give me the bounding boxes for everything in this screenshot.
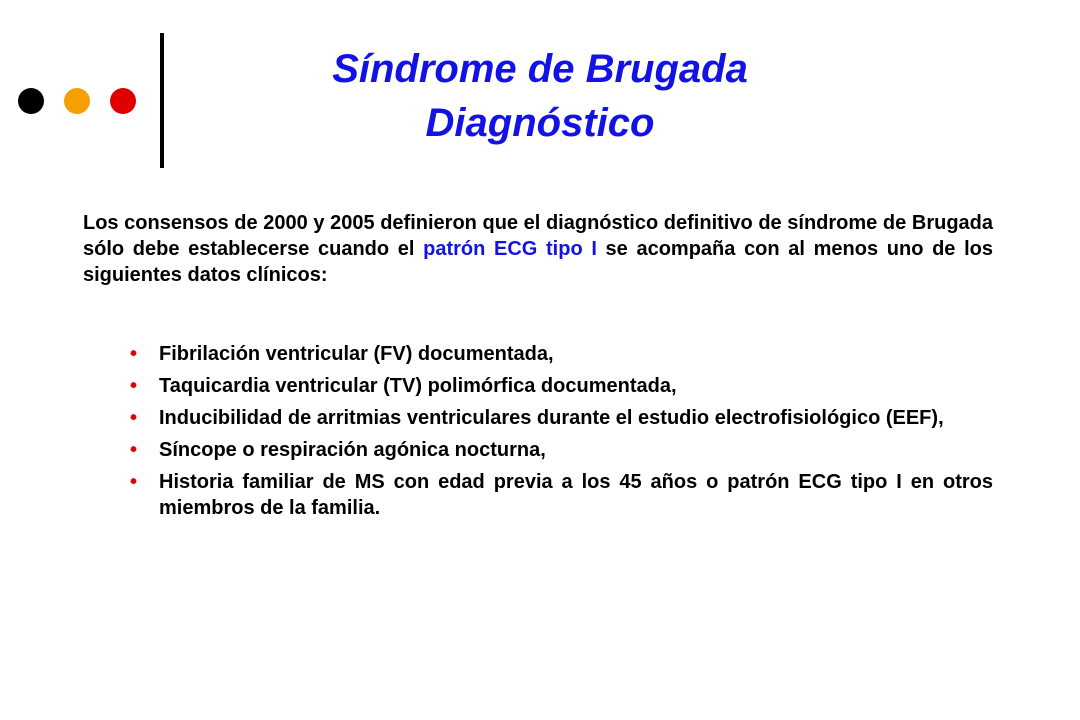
bullet-icon: • xyxy=(130,471,138,493)
black-dot xyxy=(18,88,44,114)
list-item-text: Fibrilación ventricular (FV) documentada, xyxy=(159,343,554,365)
list-item xyxy=(130,437,993,463)
list-item xyxy=(130,341,993,367)
bullet-icon: • xyxy=(130,407,138,429)
intro-text-before: Los consensos de 2000 y 2005 definieron que el diagnóstico definitivo de síndrome de Brugada sólo debe establecerse cuando el xyxy=(83,212,993,260)
list-item xyxy=(130,405,993,431)
list-item xyxy=(130,373,993,399)
list-item-text: Historia familiar de MS con edad previa a los 45 años o patrón ECG tipo I en otros miembros de la familia. xyxy=(159,471,993,519)
bullet-icon: • xyxy=(130,375,138,397)
title-line-2: Diagnóstico xyxy=(425,101,655,145)
vertical-divider xyxy=(160,33,164,168)
list-item-text: Síncope o respiración agónica nocturna, xyxy=(159,439,546,461)
intro-paragraph xyxy=(83,210,993,288)
title-line-1: Síndrome de Brugada xyxy=(332,47,748,91)
red-dot xyxy=(110,88,136,114)
list-item-text: Inducibilidad de arritmias ventriculares durante el estudio electrofisiológico (EEF), xyxy=(159,407,944,429)
list-item-text: Taquicardia ventricular (TV) polimórfica documentada, xyxy=(159,375,677,397)
bullet-icon: • xyxy=(130,439,138,461)
intro-highlight: patrón ECG tipo I xyxy=(423,238,597,260)
bullet-icon: • xyxy=(130,343,138,365)
intro-text-after: se acompaña con al menos uno de los siguientes datos clínicos: xyxy=(83,238,993,286)
orange-dot xyxy=(64,88,90,114)
slide-title xyxy=(200,42,880,150)
list-item xyxy=(130,469,993,521)
criteria-list xyxy=(130,341,993,527)
